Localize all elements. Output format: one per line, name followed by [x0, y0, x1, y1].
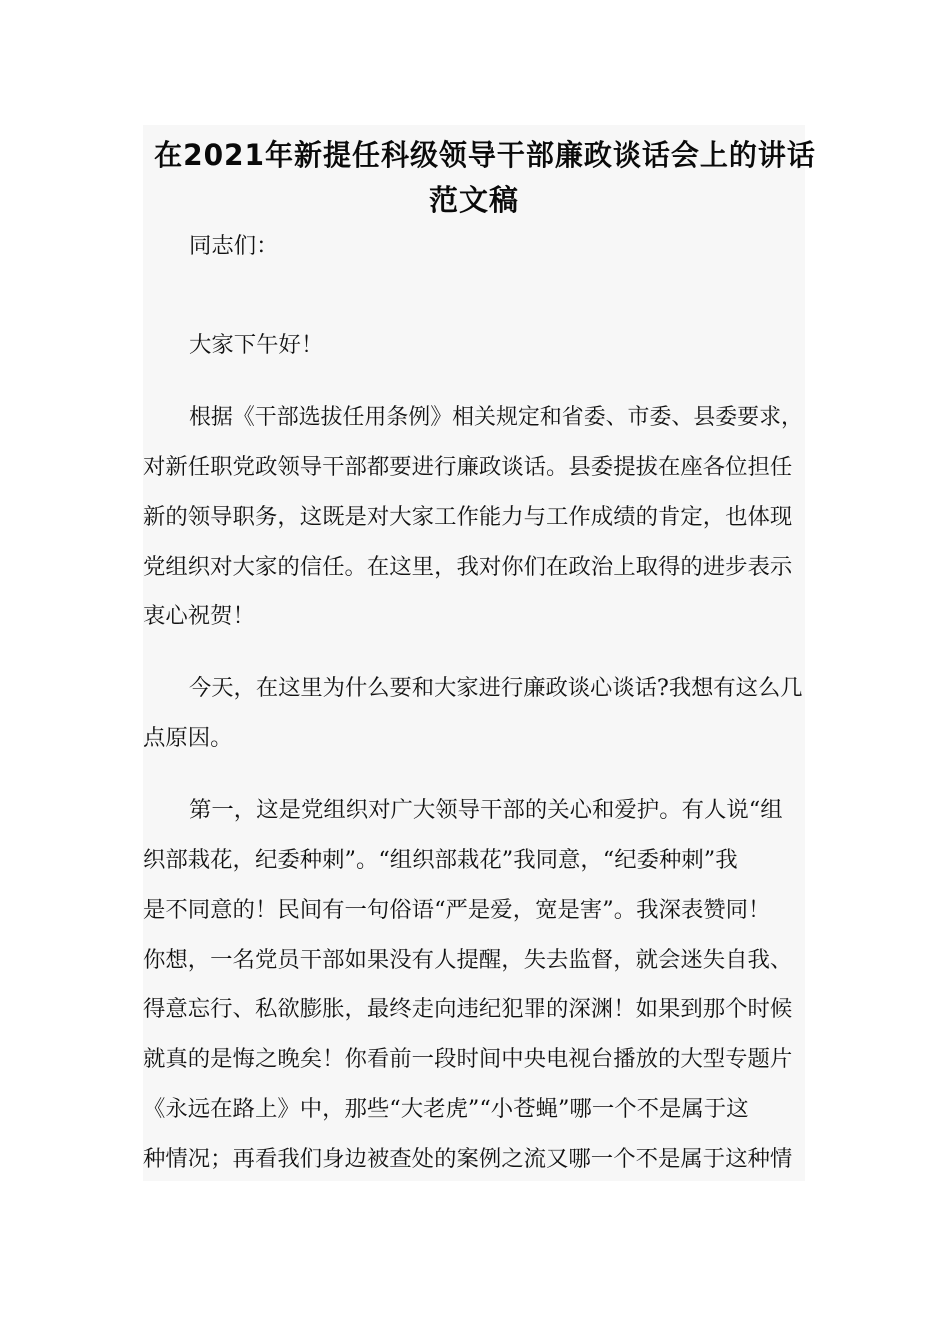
salutation: 同志们： — [189, 233, 279, 259]
document-page — [143, 125, 816, 1181]
paragraph-line: 《永远在路上》中，那些“大老虎”“小苍蝇”哪一个不是属于这 — [143, 1096, 749, 1122]
greeting: 大家下午好！ — [189, 332, 324, 358]
paragraph-line: 你想，一名党员干部如果没有人提醒，失去监督，就会迷失自我、 — [143, 947, 793, 973]
paragraph-line: 今天，在这里为什么要和大家进行廉政谈心谈话?我想有这么几 — [189, 675, 803, 701]
paragraph-line: 新的领导职务，这既是对大家工作能力与工作成绩的肯定，也体现 — [143, 504, 793, 530]
document-title-line-2: 范文稿 — [428, 183, 519, 217]
paragraph-line: 得意忘行、私欲膨胀，最终走向违纪犯罪的深渊！如果到那个时候 — [143, 996, 793, 1022]
paragraph-line: 就真的是悔之晚矣！你看前一段时间中央电视台播放的大型专题片 — [143, 1046, 793, 1072]
paragraph-line: 第一，这是党组织对广大领导干部的关心和爱护。有人说“组 — [189, 797, 783, 823]
paragraph-line: 衷心祝贺！ — [143, 603, 255, 629]
paragraph-line: 织部栽花，纪委种刺”。“组织部栽花”我同意，“纪委种刺”我 — [143, 847, 738, 873]
paragraph-line: 是不同意的！民间有一句俗语“严是爱，宽是害”。我深表赞同！ — [143, 897, 771, 923]
paragraph-line: 党组织对大家的信任。在这里，我对你们在政治上取得的进步表示 — [143, 554, 793, 580]
paragraph-line: 对新任职党政领导干部都要进行廉政谈话。县委提拔在座各位担任 — [143, 454, 793, 480]
paragraph-line: 点原因。 — [143, 725, 233, 751]
document-title-line-1: 在2021年新提任科级领导干部廉政谈话会上的讲话 — [154, 138, 816, 172]
paragraph-line: 种情况；再看我们身边被查处的案例之流又哪一个不是属于这种情 — [143, 1146, 793, 1172]
paragraph-line: 根据《干部选拔任用条例》相关规定和省委、市委、县委要求， — [189, 404, 803, 430]
